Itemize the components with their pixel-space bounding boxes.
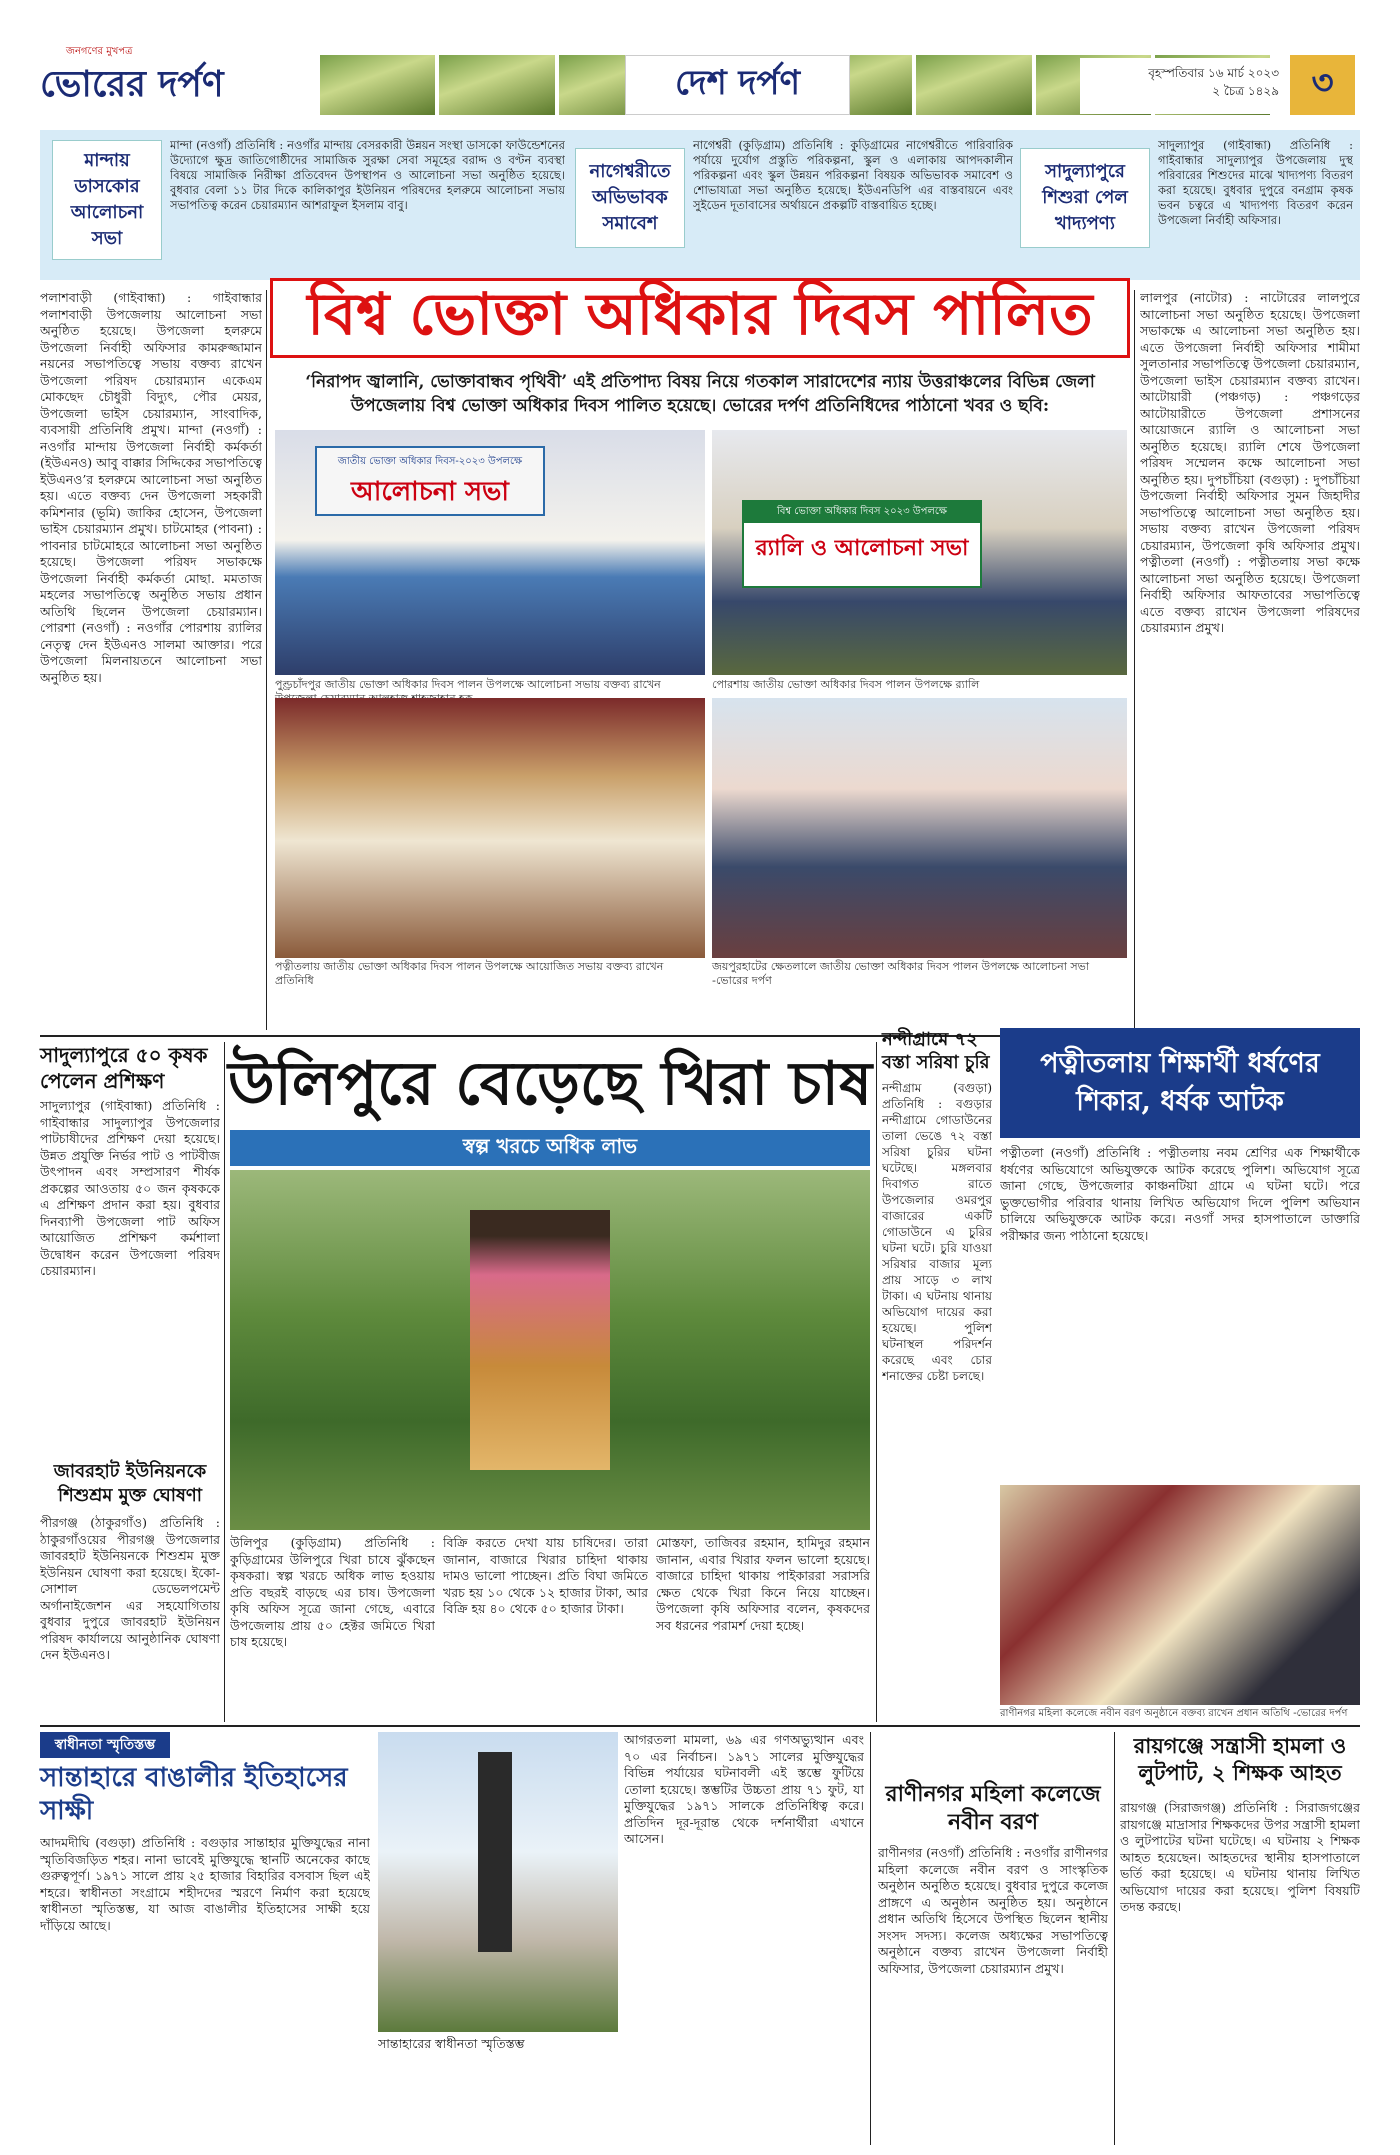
event-banner-2 bbox=[742, 500, 982, 588]
patnitala-body: পত্নীতলা (নওগাঁ) প্রতিনিধি : পত্নীতলায় নবম শ্রেণির এক শিক্ষার্থীকে ধর্ষণের অভিযোগে অভিযুক্তকে আটক করেছে পুলিশ। অভিযোগ সূত্রে জানা গেছে, উপজেলার কাঞ্চনটিয়া গ্রামে এ ঘটনা ঘটে। পরে ভুক্তভোগীর পরিবার থানায় লিখিত অভিযোগ দিলে পুলিশ অভিযান চালিয়ে অভিযুক্তকে আটক করে। নওগাঁ সদর হাসপাতালে ডাক্তারি পরীক্ষার জন্য পাঠানো হয়েছে। bbox=[1000, 1145, 1360, 1243]
patnitala-headline[interactable]: পত্নীতলায় শিক্ষার্থী ধর্ষণের শিকার, ধর্ষক আটক bbox=[1000, 1028, 1360, 1138]
farmer-figure bbox=[470, 1210, 610, 1470]
cucumber-subheadline: স্বল্প খরচে অধিক লাভ bbox=[230, 1130, 870, 1166]
event-banner-1-title: জাতীয় ভোক্তা অধিকার দিবস-২০২৩ উপলক্ষে bbox=[337, 456, 523, 467]
masthead-tag: জনগণের মুখপত্র bbox=[66, 46, 133, 57]
column-divider bbox=[870, 1732, 871, 2145]
cucumber-field-photo bbox=[230, 1170, 870, 1530]
raiganj-body: রায়গঞ্জ (সিরাজগঞ্জ) প্রতিনিধি : সিরাজগঞ্জের রায়গঞ্জে মাদ্রাসার শিক্ষকদের উপর সন্ত্রাসী হামলা ও লুটপাটের ঘটনা ঘটেছে। এ ঘটনায় ২ শিক্ষক আহত হয়েছেন। আহতদের স্থানীয় হাসপাতালে ভর্তি করা হয়েছে। এ ঘটনায় থানায় লিখিত অভিযোগ দায়ের করা হয়েছে। পুলিশ বিষয়টি তদন্ত করছে। bbox=[1120, 1800, 1360, 1914]
raiganj-headline[interactable]: রায়গঞ্জে সন্ত্রাসী হামলা ও লুটপাট, ২ শিক্ষক আহত bbox=[1133, 1733, 1347, 1785]
monument-caption: সান্তাহারের স্বাধীনতা স্মৃতিস্তম্ভ bbox=[378, 2036, 525, 2051]
monument-headline[interactable]: সান্তাহারে বাঙালীর ইতিহাসের সাক্ষী bbox=[40, 1763, 348, 1826]
lead-intro: ‘নিরাপদ জ্বালানি, ভোক্তাবান্ধব পৃথিবী’ এই প্রতিপাদ্য বিষয় নিয়ে গতকাল সারাদেশের ন্যায় উত্তরাঞ্চলের বিভিন্ন জেলা উপজেলায় বিশ্ব ভোক্তা অধিকার দিবস পালিত হয়েছে। ভোরের দর্পণ প্রতিনিধিদের পাঠানো খবর ও ছবি: bbox=[305, 372, 1095, 416]
cucumber-body-1: উলিপুর (কুড়িগ্রাম) প্রতিনিধি : কুড়িগ্রামের উলিপুরে খিরা চাষে ঝুঁকছেন কৃষকরা। স্বল্প খরচে অধিক লাভ হওয়ায় প্রতি বছরই বাড়ছে এর চাষ। উপজেলা কৃষি অফিস সূত্রে জানা গেছে, এবারে উপজেলায় প্রায় ৫০ হেক্টর জমিতে খিরা চাষ হয়েছে। bbox=[230, 1535, 435, 1649]
lead-right-column: লালপুর (নাটোর) : নাটোরের লালপুরে আলোচনা সভা অনুষ্ঠিত হয়েছে। উপজেলা সভাকক্ষে এ আলোচনা সভা অনুষ্ঠিত হয়। এতে উপজেলা নির্বাহী অফিসার শামীমা সুলতানার সভাপতিত্বে উপজেলা চেয়ারম্যান, উপজেলা ভাইস চেয়ারম্যান বক্তব্য রাখেন। আটোয়ারী (পঞ্চগড়) : পঞ্চগড়ের আটোয়ারীতে উপজেলা প্রশাসনের আয়োজনে র‍্যালি ও আলোচনা সভা অনুষ্ঠিত হয়েছে। র‍্যালি শেষে উপজেলা পরিষদ সম্মেলন কক্ষে আলোচনা সভা অনুষ্ঠিত হয়। দুপচাঁচিয়া (বগুড়া) : দুপচাঁচিয়া উপজেলা নির্বাহী অফিসার সুমন জিহাদীর সভাপতিত্বে আলোচনা সভা অনুষ্ঠিত হয়। সভায় বক্তব্য রাখেন উপজেলা পরিষদ চেয়ারম্যান, উপজেলা কৃষি অফিসার প্রমুখ। পত্নীতলা (নওগাঁ) : পত্নীতলায় সভা কক্ষে আলোচনা সভা অনুষ্ঠিত হয়েছে। উপজেলা নির্বাহী অফিসার আফতাবের সভাপতিত্বে এতে বক্তব্য রাখেন উপজেলা পরিষদের চেয়ারম্যান প্রমুখ। bbox=[1140, 290, 1360, 635]
college-event-photo bbox=[1000, 1485, 1360, 1705]
page-number: ৩ bbox=[1290, 55, 1355, 115]
column-divider bbox=[1114, 1732, 1115, 2145]
column-divider bbox=[876, 1042, 877, 1722]
lead-left-column: পলাশবাড়ী (গাইবান্ধা) : গাইবান্ধার পলাশবাড়ী উপজেলায় আলোচনা সভা অনুষ্ঠিত হয়েছে। উপজেলা হলরুমে উপজেলা নির্বাহী অফিসার কামরুজ্জামান নয়নের সভাপতিত্বে সভায় বক্তব্য রাখেন উপজেলা পরিষদ চেয়ারম্যান একেএম মোকছেদ চৌধুরী বিদ্যুৎ, পৌর মেয়র, উপজেলা ভাইস চেয়ারম্যান, সাংবাদিক, ব্যবসায়ী প্রতিনিধি প্রমুখ। মান্দা (নওগাঁ) : নওগাঁর মান্দায় উপজেলা নির্বাহী কর্মকর্তা (ইউএনও) আবু বাক্কার সিদ্দিকের সভাপতিত্বে ইউএনও’র হলরুমে আলোচনা সভা অনুষ্ঠিত হয়। এতে বক্তব্য দেন উপজেলা সহকারী কমিশনার (ভূমি) জাকির হোসেন, উপজেলা ভাইস চেয়ারম্যান প্রমুখ। চাটমোহর (পাবনা) : পাবনার চাটমোহরে আলোচনা সভা অনুষ্ঠিত হয়েছে। উপজেলা পরিষদ সভাকক্ষে উপজেলা নির্বাহী কর্মকর্তা মোছা. মমতাজ মহলের সভাপতিত্বে অনুষ্ঠিত সভায় প্রধান অতিথি ছিলেন উপজেলা চেয়ারম্যান। পোরশা (নওগাঁ) : নওগাঁর পোরশায় র‍্যালির নেতৃত্ব দেন ইউএনও সালমা আক্তার। পরে উপজেলা মিলনায়তনে আলোচনা সভা অনুষ্ঠিত হয়। bbox=[40, 290, 262, 685]
lead-headline[interactable]: বিশ্ব ভোক্তা অধিকার দিবস পালিত bbox=[270, 278, 1130, 358]
lead-photo-1-caption: পুণ্ড্রচাঁদপুর জাতীয় ভোক্তা অধিকার দিবস পালন উপলক্ষে আলোচনা সভায় বক্তব্য রাখেন bbox=[275, 678, 661, 691]
monument-photo bbox=[378, 1732, 618, 2032]
college-headline[interactable]: রাণীনগর মহিলা কলেজে নবীন বরণ bbox=[885, 1781, 1101, 1835]
event-banner-1 bbox=[315, 446, 545, 516]
issue-date-bengali: ২ চৈত্র ১৪২৯ bbox=[1212, 84, 1279, 98]
column-divider bbox=[224, 1042, 225, 1722]
strip-photo bbox=[439, 55, 554, 115]
college-body: রাণীনগর (নওগাঁ) প্রতিনিধি : নওগাঁর রাণীনগর মহিলা কলেজে নবীন বরণ ও সাংস্কৃতিক অনুষ্ঠান অনুষ্ঠিত হয়েছে। বুধবার দুপুরে কলেজ প্রাঙ্গণে এ অনুষ্ঠান অনুষ্ঠিত হয়। অনুষ্ঠানে প্রধান অতিথি হিসেবে উপস্থিত ছিলেন স্থানীয় সংসদ সদস্য। কলেজ অধ্যক্ষের সভাপতিত্বে অনুষ্ঠানে বক্তব্য রাখেন উপজেলা নির্বাহী অফিসার, উপজেলা চেয়ারম্যান প্রমুখ। bbox=[878, 1845, 1108, 1976]
lead-photo-4-caption: জয়পুরহাটের ক্ষেতলালে জাতীয় ভোক্তা অধিকার দিবস পালন উপলক্ষে আলোচনা সভা -ভোরের দর্পণ bbox=[712, 960, 1090, 987]
monument-body: আদমদীঘি (বগুড়া) প্রতিনিধি : বগুড়ার সান্তাহার মুক্তিযুদ্ধের নানা স্মৃতিবিজড়িত শহর। নানা ভাবেই মুক্তিযুদ্ধে স্থানটি অনেকের কাছে গুরুত্বপূর্ণ। ১৯৭১ সালে প্রায় ২৫ হাজার বিহারির বসবাস ছিল এই শহরে। স্বাধীনতা সংগ্রামে শহীদদের স্মরণে নির্মাণ করা হয়েছে স্বাধীনতা স্মৃতিস্তম্ভ, যা আজ বাঙালীর ইতিহাসের সাক্ষী হয়ে দাঁড়িয়ে আছে। bbox=[40, 1835, 370, 1933]
cucumber-body-2: বিক্রি করতে দেখা যায় চাষিদের। তারা জানান, বাজারে খিরার চাহিদা থাকায় দামও ভালো পাচ্ছেন। প্রতি বিঘা জমিতে খরচ হয় ১০ থেকে ১২ হাজার টাকা, আর বিক্রি হয় ৪০ থেকে ৫০ হাজার টাকা। bbox=[443, 1535, 648, 1616]
top-story-1-headline[interactable]: মান্দায় ডাসকোর আলোচনা সভা bbox=[52, 140, 162, 260]
top-story-1-body: মান্দা (নওগাঁ) প্রতিনিধি : নওগাঁর মান্দায় বেসরকারী উন্নয়ন সংস্থা ডাসকো ফাউন্ডেশনের উদ্যোগে ক্ষুদ্র জাতিগোষ্ঠীদের সামাজিক সুরক্ষা সেবা সমূহের বরাদ্দ ও বণ্টন ব্যবস্থা বিষয়ে সামাজিক নিরীক্ষা প্রতিবেদন উপস্থাপন ও আলোচনা সভা অনুষ্ঠিত হয়েছে। বুধবার বেলা ১১ টার দিকে কালিকাপুর ইউনিয়ন পরিষদের হলরুমে আলোচনা সভায় সভাপতিত্ব করেন চেয়ারম্যান আশরাফুল ইসলাম বাবু। bbox=[170, 138, 565, 212]
event-banner-2-title: বিশ্ব ভোক্তা অধিকার দিবস ২০২৩ উপলক্ষে bbox=[744, 502, 980, 523]
cucumber-headline[interactable]: উলিপুরে বেড়েছে খিরা চাষ bbox=[227, 1048, 873, 1119]
logo-text: ভোরের দর্পণ bbox=[40, 63, 224, 105]
mid-left-headline[interactable]: সাদুল্যাপুরে ৫০ কৃষক পেলেন প্রশিক্ষণ bbox=[40, 1043, 208, 1093]
lead-photo-3-caption: পত্নীতলায় জাতীয় ভোক্তা অধিকার দিবস পালন উপলক্ষে আয়োজিত সভায় বক্তব্য রাখেন প্রতিনিধি bbox=[275, 960, 664, 987]
section-divider bbox=[40, 1725, 1360, 1727]
monument-kicker: স্বাধীনতা স্মৃতিস্তম্ভ bbox=[40, 1732, 170, 1758]
strip-photo bbox=[320, 55, 435, 115]
top-story-2-headline[interactable]: নাগেশ্বরীতে অভিভাবক সমাবেশ bbox=[575, 148, 685, 248]
mustard-theft-headline[interactable]: নন্দীগ্রামে ৭২ বস্তা সরিষা চুরি bbox=[882, 1029, 990, 1073]
lead-photo-1 bbox=[275, 430, 705, 675]
mustard-theft-body: নন্দীগ্রাম (বগুড়া) প্রতিনিধি : বগুড়ার নন্দীগ্রামে গোডাউনের তালা ভেঙে ৭২ বস্তা সরিষা চুরির ঘটনা ঘটেছে। মঙ্গলবার দিবাগত রাতে উপজেলার ওমরপুর বাজারের একটি গোডাউনে এ চুরির ঘটনা ঘটে। চুরি যাওয়া সরিষার বাজার মূল্য প্রায় সাড়ে ৩ লাখ টাকা। এ ঘটনায় থানায় অভিযোগ দায়ের করা হয়েছে। পুলিশ ঘটনাস্থল পরিদর্শন করেছে এবং চোর শনাক্তের চেষ্টা চলছে। bbox=[882, 1081, 992, 1383]
event-banner-2-sub: র‍্যালি ও আলোচনা সভা bbox=[755, 535, 969, 561]
strip-photo bbox=[916, 55, 1031, 115]
lead-photo-4 bbox=[712, 698, 1127, 958]
college-event-caption: রাণীনগর মহিলা কলেজে নবীন বরণ অনুষ্ঠানে বক্তব্য রাখেন প্রধান অতিথি -ভোরের দর্পণ bbox=[1000, 1708, 1348, 1719]
newspaper-logo[interactable] bbox=[40, 46, 290, 122]
issue-date bbox=[1080, 58, 1285, 114]
top-story-2-body: নাগেশ্বরী (কুড়িগ্রাম) প্রতিনিধি : কুড়িগ্রামের নাগেশ্বরীতে পারিবারিক পর্যায়ে দুর্যোগ প্রস্তুতি পরিকল্পনা, স্কুল ও এলাকায় আপদকালীন পরিকল্পনা এবং স্কুল উন্নয়ন পরিকল্পনা বিষয়ক অভিভাবক সমাবেশ ও শোভাযাত্রা সভা অনুষ্ঠিত হয়েছে। ইউএনডিপি এর বাস্তবায়নে এবং সুইডেন দূতাবাসের অর্থায়নে প্রকল্পটি বাস্তবায়িত হচ্ছে। bbox=[693, 138, 1013, 212]
lead-photo-3 bbox=[275, 698, 705, 958]
column-divider bbox=[266, 290, 267, 1030]
column-divider bbox=[1134, 290, 1135, 1030]
cucumber-body-3: মোস্তফা, তাজিবর রহমান, হামিদুর রহমান জানান, এবার খিরার ফলন ভালো হয়েছে। বাজারে চাহিদা থাকায় পাইকাররা সরাসরি ক্ষেত থেকে খিরা কিনে নিয়ে যাচ্ছেন। উপজেলা কৃষি অফিসার বলেন, কৃষকদের সব ধরনের পরামর্শ দেয়া হচ্ছে। bbox=[656, 1535, 870, 1633]
mid-left-body-2: পীরগঞ্জ (ঠাকুরগাঁও) প্রতিনিধি : ঠাকুরগাঁওয়ের পীরগঞ্জ উপজেলার জাবরহাট ইউনিয়নকে শিশুশ্রম মুক্ত ইউনিয়ন ঘোষণা করা হয়েছে। ইকো-সোশাল ডেভেলপমেন্ট অর্গানাইজেশন এর সহযোগিতায় বুধবার দুপুরে জাবরহাট ইউনিয়ন পরিষদ কার্যালয়ে আনুষ্ঠানিক ঘোষণা দেন ইউএনও। bbox=[40, 1515, 220, 1662]
section-title: দেশ দর্পণ bbox=[625, 55, 850, 115]
lead-photo-2 bbox=[712, 430, 1127, 675]
top-story-3-headline[interactable]: সাদুল্যাপুরে শিশুরা পেল খাদ্যপণ্য bbox=[1020, 148, 1150, 248]
mid-left-body: সাদুল্যাপুর (গাইবান্ধা) প্রতিনিধি : গাইবান্ধার সাদুল্যাপুর উপজেলার পাটচাষীদের প্রশিক্ষণ দেয়া হয়েছে। উন্নত প্রযুক্তি নির্ভর পাট ও পাটবীজ উৎপাদন এবং সম্প্রসারণ শীর্ষক প্রকল্পের আওতায় ৫০ জন কৃষককে এ প্রশিক্ষণ প্রদান করা হয়। বুধবার দিনব্যাপী উপজেলা পাট অফিস আয়োজিত প্রশিক্ষণ কর্মশালা উদ্বোধন করেন উপজেলা পরিষদ চেয়ারম্যান। bbox=[40, 1098, 220, 1278]
monument-tower bbox=[478, 1752, 512, 1952]
issue-date-gregorian: বৃহস্পতিবার ১৬ মার্চ ২০২৩ bbox=[1148, 66, 1279, 80]
monument-body-2: আগরতলা মামলা, ৬৯ এর গণঅভ্যুত্থান এবং ৭০ এর নির্বাচন। ১৯৭১ সালের মুক্তিযুদ্ধের বিভিন্ন পর্যায়ের ঘটনাবলী এই স্তম্ভে ফুটিয়ে তোলা হয়েছে। স্তম্ভটির উচ্চতা প্রায় ৭১ ফুট, যা মুক্তিযুদ্ধের ১৯৭১ সালকে প্রতিনিধিত্ব করে। প্রতিদিন দূর-দূরান্ত থেকে দর্শনার্থীরা এখানে আসেন। bbox=[624, 1732, 864, 1846]
lead-photo-2-caption: পোরশায় জাতীয় ভোক্তা অধিকার দিবস পালন উপলক্ষে র‍্যালি bbox=[712, 678, 980, 691]
mid-left-headline-2[interactable]: জাবরহাট ইউনিয়নকে শিশুশ্রম মুক্ত ঘোষণা bbox=[53, 1461, 207, 1506]
event-banner-1-sub: আলোচনা সভা bbox=[351, 477, 509, 507]
top-story-3-body: সাদুল্যাপুর (গাইবান্ধা) প্রতিনিধি : গাইবান্ধার সাদুল্যাপুর উপজেলায় দুস্থ পরিবারের শিশুদের মাঝে খাদ্যপণ্য বিতরণ করা হয়েছে। বুধবার দুপুরে বনগ্রাম কৃষক ভবন চত্বরে এ খাদ্যপণ্য বিতরণ করেন উপজেলা নির্বাহী অফিসার। bbox=[1158, 138, 1353, 227]
